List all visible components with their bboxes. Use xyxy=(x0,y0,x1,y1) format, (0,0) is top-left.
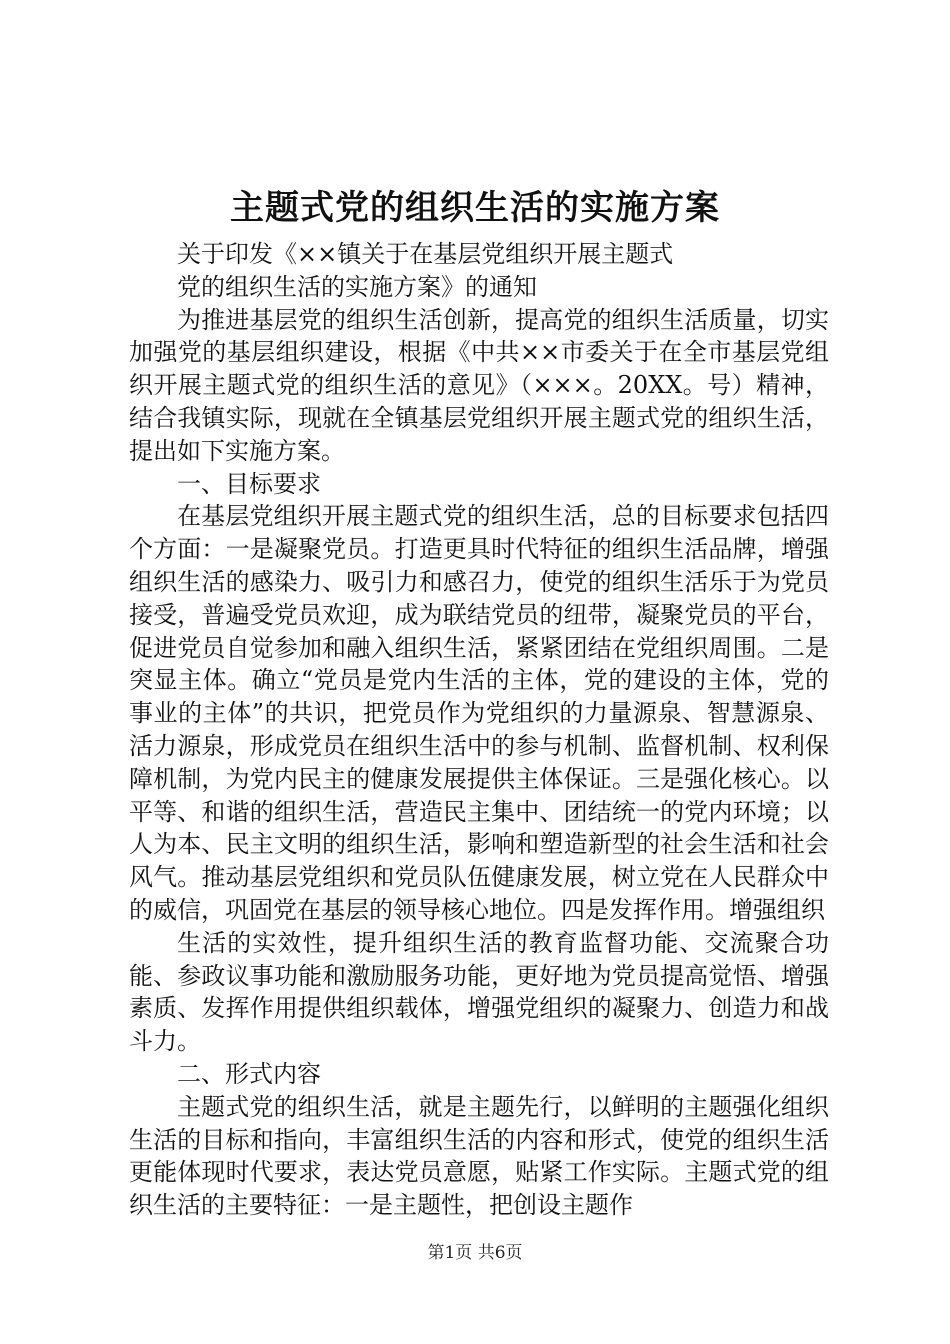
goals-paragraph: 在基层党组织开展主题式党的组织生活，总的目标要求包括四个方面：一是凝聚党员。打造更具时代特征的组织生活品牌，增强组织生活的感染力、吸引力和感召力，使党的组织生活乐于为党员接受，普遍受党员欢迎，成为联结党员的纽带，凝聚党员的平台，促进党员自觉参加和融入组织生活，紧紧团结在党组织周围。二是突显主体。确立“党员是党内生活的主体，党的建设的主体，党的事业的主体”的共识，把党员作为党组织的力量源泉、智慧源泉、活力源泉，形成党员在组织生活中的参与机制、监督机制、权利保障机制，为党内民主的健康发展提供主体保证。三是强化核心。以平等、和谐的组织生活，营造民主集中、团结统一的党内环境；以人为本、民主文明的组织生活，影响和塑造新型的社会生活和社会风气。推动基层党组织和党员队伍健康发展，树立党在人民群众中的威信，巩固党在基层的领导核心地位。四是发挥作用。增强组织 xyxy=(129,502,829,924)
goals-paragraph-continued: 生活的实效性，提升组织生活的教育监督功能、交流聚合功能、参政议事功能和激励服务功能，更好地为党员提高觉悟、增强素质、发挥作用提供组织载体，增强党组织的凝聚力、创造力和战斗力。 xyxy=(129,928,829,1056)
document-title: 主题式党的组织生活的实施方案 xyxy=(230,188,720,228)
page-number-footer: 第1页 共6页 xyxy=(427,1243,523,1263)
notice-title-line-2: 党的组织生活的实施方案》的通知 xyxy=(177,272,537,301)
form-content-paragraph: 主题式党的组织生活，就是主题先行，以鲜明的主题强化组织生活的目标和指向，丰富组织生活的内容和形式，使党的组织生活更能体现时代要求，表达党员意愿，贴紧工作实际。主题式党的组织生活的主要特征：一是主题性，把创设主题作 xyxy=(129,1092,829,1220)
notice-title-line-1: 关于印发《××镇关于在基层党组织开展主题式 xyxy=(177,240,674,268)
section-heading-form-content: 二、形式内容 xyxy=(177,1059,321,1088)
document-body xyxy=(129,238,829,1222)
intro-paragraph: 为推进基层党的组织生活创新，提高党的组织生活质量，切实加强党的基层组织建设，根据《中共××市委关于在全市基层党组织开展主题式党的组织生活的意见》（×××。20XX。号）精神，结合我镇实际，现就在全镇基层党组织开展主题式党的组织生活，提出如下实施方案。 xyxy=(129,305,829,465)
section-heading-goals: 一、目标要求 xyxy=(177,469,321,498)
